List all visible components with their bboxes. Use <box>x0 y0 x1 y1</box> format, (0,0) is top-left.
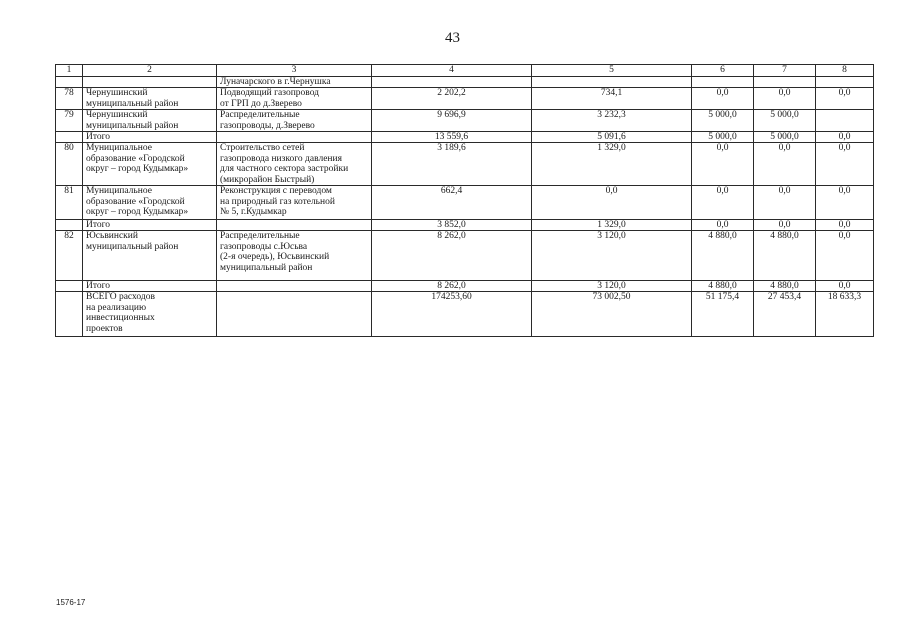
value-cell: 1 329,0 <box>532 220 692 231</box>
project-cell: Реконструкция с переводом на природный газ котельной № 5, г.Кудымкар <box>217 186 372 220</box>
subtotal-label: Итого <box>83 132 217 143</box>
value-cell: 0,0 <box>816 220 874 231</box>
value-cell: 734,1 <box>532 88 692 110</box>
value-cell: 4 880,0 <box>754 281 816 292</box>
table-row <box>56 186 874 220</box>
value-cell: 2 202,2 <box>372 88 532 110</box>
grand-total-label: ВСЕГО расходов на реализацию инвестиционных проектов <box>83 292 217 337</box>
value-cell: 662,4 <box>372 186 532 220</box>
owner-cell: Чернушинский муниципальный район <box>83 110 217 132</box>
subtotal-label: Итого <box>83 220 217 231</box>
value-cell: 0,0 <box>692 186 754 220</box>
total-value-cell: 51 175,4 <box>692 292 754 337</box>
value-cell: 0,0 <box>754 143 816 186</box>
value-cell: 3 189,6 <box>372 143 532 186</box>
subtotal-label: Итого <box>83 281 217 292</box>
value-cell: 0,0 <box>816 132 874 143</box>
subtotal-row <box>56 132 874 143</box>
subtotal-row <box>56 220 874 231</box>
value-cell: 0,0 <box>754 220 816 231</box>
grand-total-row <box>56 292 874 337</box>
value-cell: 0,0 <box>532 186 692 220</box>
row-number: 78 <box>56 88 83 110</box>
value-cell: 8 262,0 <box>372 231 532 281</box>
col-header: 2 <box>83 65 217 77</box>
value-cell: 8 262,0 <box>372 281 532 292</box>
value-cell: 5 000,0 <box>692 132 754 143</box>
value-cell: 4 880,0 <box>754 231 816 281</box>
value-cell: 5 000,0 <box>754 132 816 143</box>
value-cell: 1 329,0 <box>532 143 692 186</box>
value-cell: 9 696,9 <box>372 110 532 132</box>
col-header: 3 <box>217 65 372 77</box>
owner-cell: Юсьвинский муниципальный район <box>83 231 217 281</box>
value-cell: 3 120,0 <box>532 231 692 281</box>
value-cell: 5 091,6 <box>532 132 692 143</box>
owner-cell: Муниципальное образование «Городской округ – город Кудымкар» <box>83 143 217 186</box>
total-value-cell: 18 633,3 <box>816 292 874 337</box>
col-header: 1 <box>56 65 83 77</box>
value-cell: 3 120,0 <box>532 281 692 292</box>
col-header: 5 <box>532 65 692 77</box>
row-number: 79 <box>56 110 83 132</box>
value-cell: 0,0 <box>754 186 816 220</box>
value-cell <box>816 110 874 132</box>
value-cell: 4 880,0 <box>692 281 754 292</box>
table-row <box>56 231 874 281</box>
table-row <box>56 88 874 110</box>
total-value-cell: 174253,60 <box>372 292 532 337</box>
table-row <box>56 110 874 132</box>
value-cell: 0,0 <box>692 220 754 231</box>
col-header: 8 <box>816 65 874 77</box>
value-cell: 0,0 <box>816 186 874 220</box>
value-cell: 0,0 <box>816 143 874 186</box>
footer-code: 1576-17 <box>56 598 86 607</box>
value-cell: 3 852,0 <box>372 220 532 231</box>
value-cell: 0,0 <box>692 143 754 186</box>
value-cell: 4 880,0 <box>692 231 754 281</box>
project-cell: Строительство сетей газопровода низкого давления для частного сектора застройки (микрорайон Быстрый) <box>217 143 372 186</box>
value-cell: 0,0 <box>816 281 874 292</box>
value-cell: 0,0 <box>692 88 754 110</box>
page-number: 43 <box>445 30 460 46</box>
value-cell: 0,0 <box>816 231 874 281</box>
project-cell: Подводящий газопровод от ГРП до д.Зверево <box>217 88 372 110</box>
project-cell: Распределительные газопроводы, д.Зверево <box>217 110 372 132</box>
row-number: 81 <box>56 186 83 220</box>
value-cell: 5 000,0 <box>692 110 754 132</box>
value-cell: 5 000,0 <box>754 110 816 132</box>
col-header: 4 <box>372 65 532 77</box>
row-number: 82 <box>56 231 83 281</box>
total-value-cell: 73 002,50 <box>532 292 692 337</box>
col-header: 7 <box>754 65 816 77</box>
column-number-row <box>56 65 874 77</box>
continuation-text: Луначарского в г.Чернушка <box>217 77 372 88</box>
table-row <box>56 143 874 186</box>
owner-cell: Муниципальное образование «Городской округ – город Кудымкар» <box>83 186 217 220</box>
row-number: 80 <box>56 143 83 186</box>
owner-cell: Чернушинский муниципальный район <box>83 88 217 110</box>
investment-table <box>55 64 874 337</box>
value-cell: 13 559,6 <box>372 132 532 143</box>
value-cell: 3 232,3 <box>532 110 692 132</box>
project-cell: Распределительные газопроводы с.Юсьва (2-я очередь), Юсьвинский муниципальный район <box>217 231 372 281</box>
col-header: 6 <box>692 65 754 77</box>
value-cell: 0,0 <box>816 88 874 110</box>
total-value-cell: 27 453,4 <box>754 292 816 337</box>
subtotal-row <box>56 281 874 292</box>
value-cell: 0,0 <box>754 88 816 110</box>
continuation-row <box>56 77 874 88</box>
